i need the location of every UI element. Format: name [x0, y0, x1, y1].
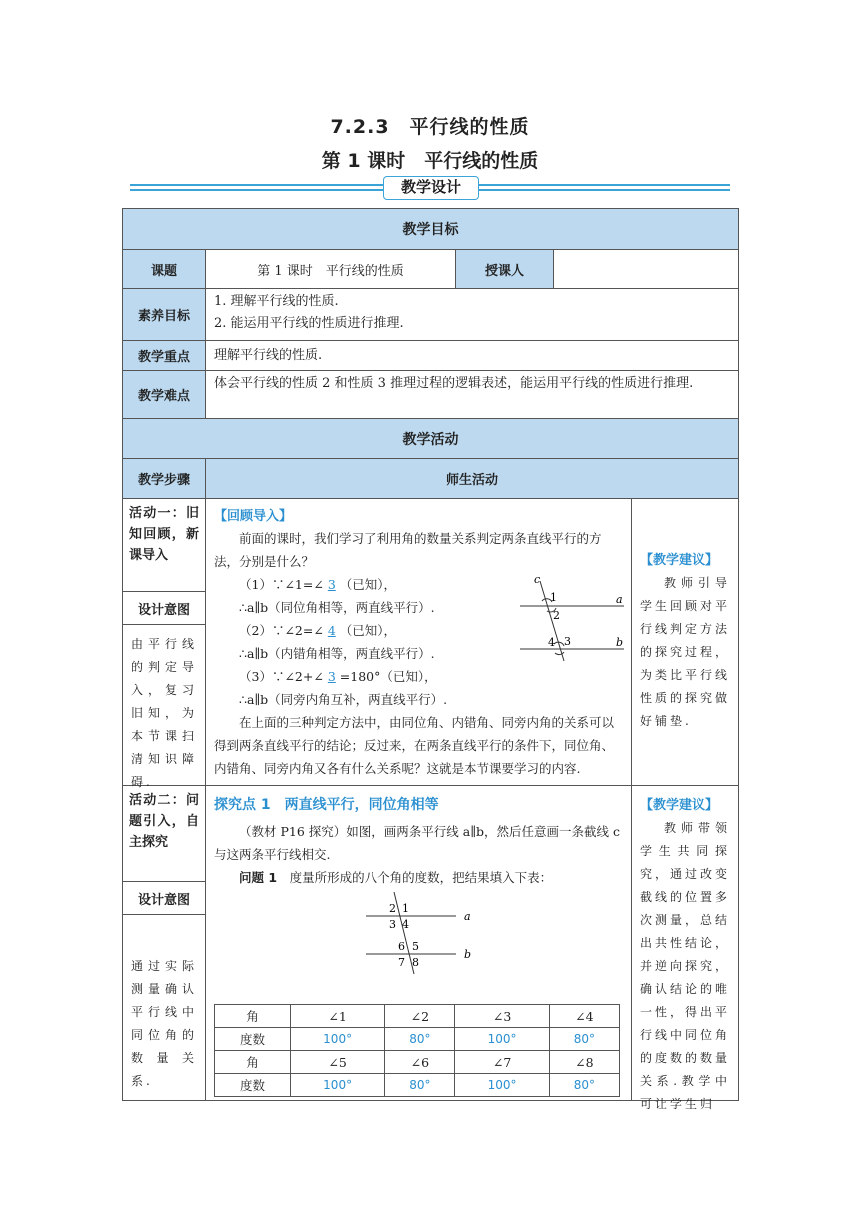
fig2-angle-7: 7 [398, 956, 405, 969]
activity2-intent-text: 通过实际测量确认平行线中同位角的数量关系. [131, 959, 197, 1088]
teacher-label: 授课人 [456, 250, 554, 289]
teacher-value[interactable] [554, 250, 738, 289]
activity2-title: 活动二：问题引入，自主探究 [129, 793, 199, 850]
activity2-intent-label: 设计意图 [123, 881, 205, 915]
steps-label: 教学步骤 [123, 459, 206, 499]
teaching-design-table [122, 208, 739, 1111]
table-row: 度数 100° 80° 100° 80° [215, 1074, 620, 1097]
fig2-angle-4: 4 [402, 918, 409, 931]
parallel-lines-figure-1 [512, 573, 630, 663]
review-line-5: （3）∵∠2+∠ 3 =180°（已知）， [239, 669, 437, 684]
fig2-angle-6: 6 [398, 940, 405, 953]
activity2-content [206, 786, 632, 1100]
fig2-label-b: b [464, 948, 472, 961]
activity1-intent-label: 设计意图 [123, 591, 205, 625]
fig2-angle-2: 2 [389, 902, 396, 915]
key-point-value: 理解平行线的性质. [206, 341, 738, 371]
goals-header: 教学目标 [123, 209, 738, 250]
review-closing: 在上面的三种判定方法中，由同位角、内错角、同旁内角的关系可以得到两条直线平行的结论；反过来，在两条直线平行的条件下，同位角、内错角、同旁内角又各有什么关系呢？这就是本节课要学习的内容. [214, 715, 615, 776]
fig1-label-c: c [534, 573, 541, 586]
table-row: 角 ∠5 ∠6 ∠7 ∠8 [215, 1051, 620, 1074]
banner-label: 教学设计 [383, 176, 479, 200]
fig1-angle-4: 4 [548, 636, 555, 649]
section-banner [130, 178, 730, 198]
review-line-6: ∴a∥b（同旁内角互补，两直线平行）. [239, 692, 448, 707]
topic-label: 课题 [123, 250, 206, 289]
explore-desc: （教材 P16 探究）如图，画两条平行线 a∥b，然后任意画一条截线 c 与这两条平行线相交. [214, 824, 620, 862]
activity2-suggestion [632, 786, 738, 1111]
parallel-lines-figure-2 [356, 886, 486, 976]
difficulty-label: 教学难点 [123, 371, 206, 419]
fig2-angle-3: 3 [389, 918, 396, 931]
suggestion-text-1: 教师引导学生回顾对平行线判定方法的探究过程，为类比平行线性质的探究做好铺垫. [640, 576, 731, 728]
activity1-step [123, 499, 206, 789]
fig1-label-a: a [616, 593, 623, 606]
activity1-intent-text: 由平行线的判定导入，复习旧知，为本节课扫清知识障碍. [131, 637, 197, 789]
explore-question: 问题 1 度量所形成的八个角的度数，把结果填入下表： [239, 870, 553, 885]
lesson-subtitle: 第 1 课时 平行线的性质 [321, 150, 539, 172]
answer-3: 3 [327, 669, 336, 684]
suggestion-title-2: 【教学建议】 [640, 798, 719, 813]
activity1-suggestion [632, 499, 738, 786]
fig1-label-b: b [616, 636, 624, 649]
review-line-2: ∴a∥b（同位角相等，两直线平行）. [239, 600, 435, 615]
answer-1: 3 [327, 577, 336, 592]
teacher-student-label: 师生活动 [206, 459, 738, 499]
literacy-item: 1. 理解平行线的性质. [214, 294, 339, 309]
review-line-3: （2）∵∠2=∠ 4 （已知）， [239, 623, 397, 638]
suggestion-title-1: 【教学建议】 [640, 553, 719, 568]
literacy-goals [206, 289, 738, 341]
fig2-angle-5: 5 [412, 940, 419, 953]
answer-2: 4 [327, 623, 336, 638]
activity1-title: 活动一：旧知回顾，新课导入 [129, 506, 199, 563]
table-row: 度数 100° 80° 100° 80° [215, 1028, 620, 1051]
fig1-angle-1: 1 [550, 591, 557, 604]
activity1-content [206, 499, 632, 786]
key-point-label: 教学重点 [123, 341, 206, 371]
review-intro: 前面的课时，我们学习了利用角的数量关系判定两条直线平行的方法，分别是什么？ [214, 531, 602, 569]
literacy-label: 素养目标 [123, 289, 206, 341]
topic-value: 第 1 课时 平行线的性质 [206, 250, 456, 289]
angle-measure-table [214, 1004, 620, 1097]
review-line-1: （1）∵∠1=∠ 3 （已知）， [239, 577, 397, 592]
fig2-angle-1: 1 [402, 902, 409, 915]
fig2-label-a: a [464, 910, 471, 923]
literacy-item: 2. 能运用平行线的性质进行推理. [214, 316, 404, 331]
fig1-angle-2: 2 [553, 609, 560, 622]
activity2-step [123, 786, 206, 1100]
activities-header: 教学活动 [123, 419, 738, 459]
difficulty-value: 体会平行线的性质 2 和性质 3 推理过程的逻辑表述，能运用平行线的性质进行推理. [206, 371, 738, 419]
fig1-angle-3: 3 [564, 635, 571, 648]
table-row: 角 ∠1 ∠2 ∠3 ∠4 [215, 1005, 620, 1028]
review-tip-title: 【回顾导入】 [214, 509, 293, 524]
fig2-angle-8: 8 [412, 956, 419, 969]
lesson-title: 7.2.3 平行线的性质 [330, 116, 530, 138]
explore-heading: 探究点 1 两直线平行，同位角相等 [214, 797, 439, 813]
suggestion-text-2: 教师带领学生共同探究，通过改变截线的位置多次测量，总结出共性结论，并逆向探究，确认结论的唯一性，得出平行线中同位角的度数的数量关系.教学中可让学生归 [640, 821, 731, 1111]
review-line-4: ∴a∥b（内错角相等，两直线平行）. [239, 646, 435, 661]
